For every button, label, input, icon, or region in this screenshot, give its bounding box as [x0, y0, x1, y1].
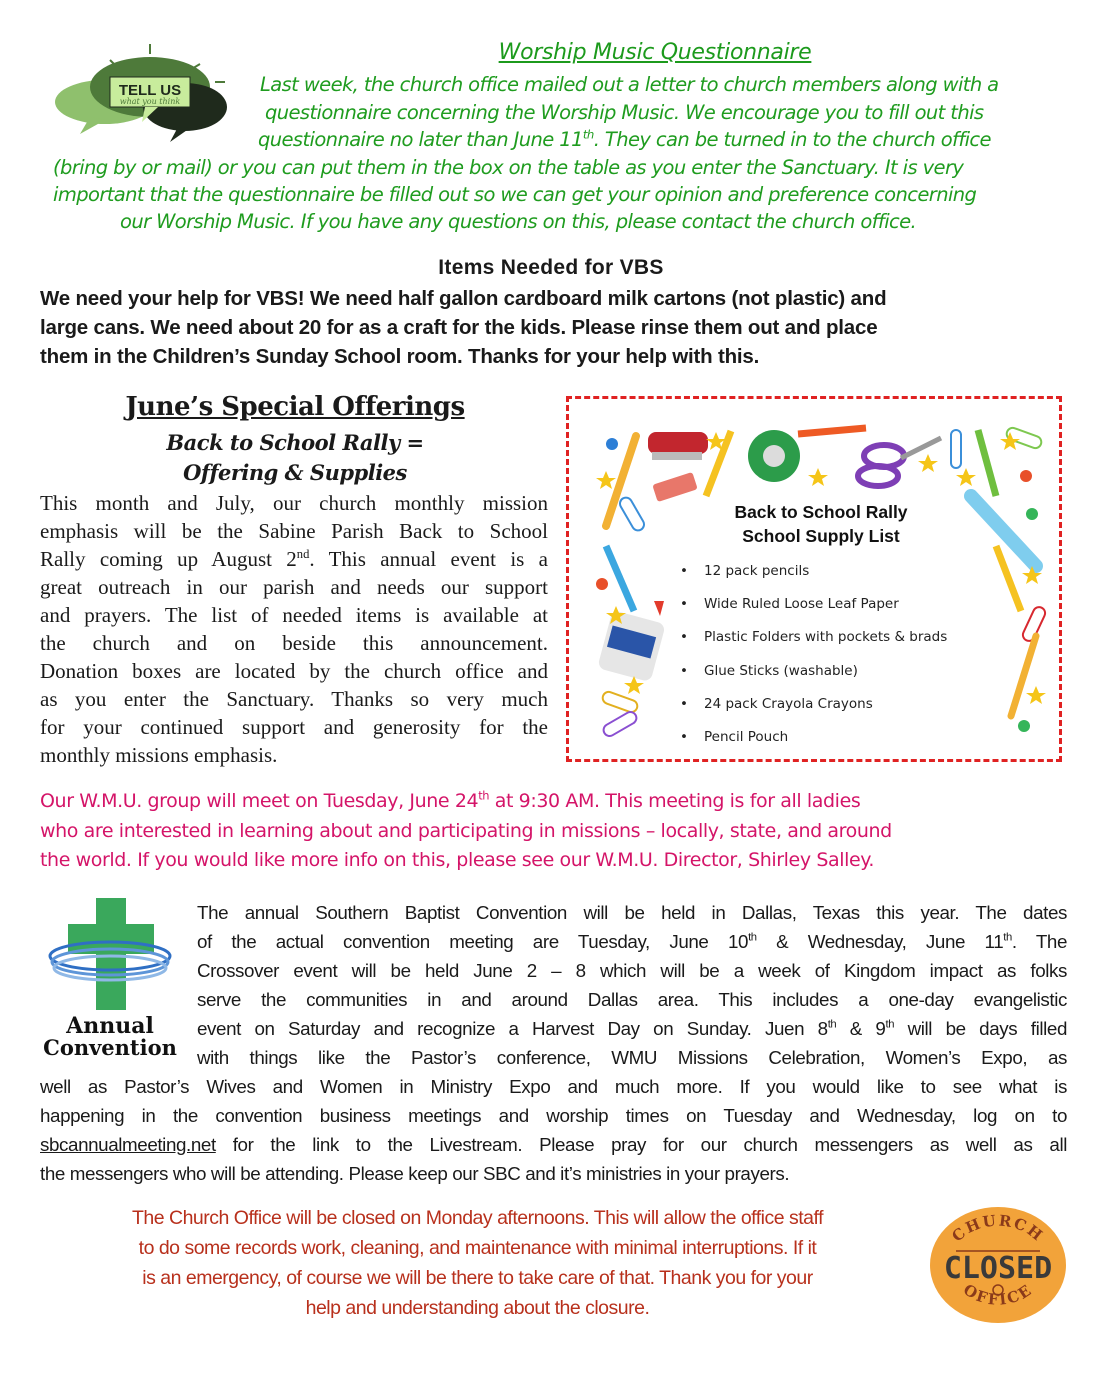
supply-item	[680, 696, 873, 712]
convention-line: The annual Southern Baptist Convention will be held in Dallas, Texas this year. The dates	[197, 902, 1067, 923]
supply-title-line: School Supply List	[742, 526, 900, 546]
convention-text: . The	[1011, 931, 1067, 952]
convention-line: well as Pastor’s Wives and Women in Ministry Expo and much more. If you would like to see what is	[40, 1076, 1067, 1097]
june-line	[40, 545, 548, 573]
church-office-closed-badge	[928, 1204, 1068, 1326]
supply-item	[680, 563, 809, 579]
crayon-icon	[606, 546, 634, 611]
wmu-text: at 9:30 AM. This meeting is for all ladies	[489, 790, 861, 812]
office-closed-line: The Church Office will be closed on Monday afternoons. This will allow the office staff	[131, 1207, 824, 1229]
crayon-icon	[978, 430, 996, 496]
stapler-icon	[648, 432, 708, 460]
cross-icon	[38, 896, 188, 1058]
pushpin-icon	[1018, 720, 1030, 732]
speech-bubbles-icon	[50, 42, 250, 142]
convention-line: Crossover event will be held June 2 – 8 which will be a week of Kingdom impact as folks	[197, 960, 1067, 981]
june-line: and prayers. The list of needed items is available at	[40, 603, 548, 627]
svg-text:Annual: Annual	[66, 1013, 154, 1039]
svg-text:what you think: what you think	[119, 97, 181, 106]
convention-text: of the actual convention meeting are Tuesday, June 10	[197, 931, 749, 952]
worship-line: Last week, the church office mailed out a letter to church members along with a	[260, 73, 999, 96]
superscript: th	[748, 931, 757, 944]
annual-convention-logo	[38, 896, 188, 1058]
worship-line	[258, 128, 991, 151]
convention-text: event on Saturday and recognize a Harvest Day on Sunday. Juen 8	[197, 1018, 828, 1039]
june-subtitle: Offering & Supplies	[183, 460, 407, 485]
june-line: monthly missions emphasis.	[40, 743, 278, 767]
convention-line: with things like the Pastor’s conference, WMU Missions Celebration, Women’s Expo, as	[197, 1047, 1067, 1068]
sbc-annual-meeting-link[interactable]: sbcannualmeeting.net	[40, 1134, 216, 1155]
bullet: •	[680, 563, 688, 579]
worship-line: (bring by or mail) or you can put them in the box on the table as you enter the Sanctuary. It is very	[53, 156, 964, 179]
supply-item-label: Glue Sticks (washable)	[704, 663, 858, 679]
svg-text:TELL US: TELL US	[118, 82, 182, 99]
vbs-line: We need your help for VBS! We need half gallon cardboard milk cartons (not plastic) and	[40, 287, 887, 310]
worship-line: important that the questionnaire be filled out so we can get your opinion and preference concerning	[53, 183, 977, 206]
pushpin-icon	[596, 578, 608, 590]
wmu-text: Our W.M.U. group will meet on Tuesday, June 24	[40, 790, 479, 812]
convention-text: & 9	[836, 1018, 886, 1039]
eraser-icon	[652, 472, 698, 502]
convention-text: will be days filled	[894, 1018, 1067, 1039]
bullet: •	[680, 663, 688, 679]
svg-text:CHURCH: CHURCH	[948, 1211, 1048, 1246]
convention-text: for the link to the Livestream. Please pray for our church messengers as well as all	[215, 1134, 1067, 1155]
june-line: great outreach in our parish and needs our support	[40, 575, 548, 599]
supply-item-label: Plastic Folders with pockets & brads	[704, 629, 948, 645]
pushpin-icon	[1020, 470, 1032, 482]
worship-text: . They can be turned in to the church office	[593, 128, 991, 151]
supply-title-line: Back to School Rally	[734, 502, 908, 522]
supply-item-label: 24 pack Crayola Crayons	[704, 696, 873, 712]
june-subtitle: Back to School Rally =	[166, 430, 424, 455]
crayon-icon	[798, 428, 866, 434]
june-line: This month and July, our church monthly mission	[40, 491, 548, 515]
supply-item	[680, 629, 947, 645]
tell-us-logo	[50, 42, 250, 142]
june-line: emphasis will be the Sabine Parish Back to School	[40, 519, 548, 543]
convention-text: & Wednesday, June 11	[756, 931, 1004, 952]
superscript: th	[827, 1018, 837, 1031]
closed-badge-icon	[928, 1204, 1068, 1326]
convention-line: serve the communities in and around Dallas area. This includes a one-day evangelistic	[197, 989, 1067, 1010]
office-closed-line: help and understanding about the closure.	[305, 1297, 650, 1319]
paperclip-icon	[601, 690, 639, 714]
bullet: •	[680, 629, 688, 645]
office-closed-line: to do some records work, cleaning, and maintenance with minimal interruptions. If it	[138, 1237, 817, 1259]
june-text: . This annual event is a	[309, 547, 548, 571]
worship-line: questionnaire concerning the Worship Music. We encourage you to fill out this	[265, 101, 984, 124]
wmu-line: the world. If you would like more info on this, please see our W.M.U. Director, Shirley Salley.	[40, 849, 875, 871]
paperclip-icon	[951, 430, 961, 468]
bullet: •	[680, 696, 688, 712]
superscript: th	[582, 127, 594, 142]
vbs-title: Items Needed for VBS	[438, 256, 664, 279]
convention-line	[197, 1014, 1067, 1043]
wmu-line: who are interested in learning about and participating in missions – locally, state, and around	[40, 820, 892, 842]
superscript: nd	[296, 547, 310, 561]
superscript: th	[885, 1018, 895, 1031]
supply-item	[680, 596, 899, 612]
svg-text:CLOSED: CLOSED	[943, 1251, 1053, 1286]
paperclip-icon	[601, 710, 638, 738]
pushpin-icon	[606, 438, 618, 450]
june-text: Rally coming up August 2	[40, 547, 297, 571]
bullet: •	[680, 729, 688, 745]
june-line: the church and on beside this announcement.	[40, 631, 548, 655]
svg-text:Convention: Convention	[43, 1035, 177, 1058]
june-line: for your continued support and generosity for the	[40, 715, 548, 739]
wmu-line	[40, 790, 860, 812]
supply-item-label: Wide Ruled Loose Leaf Paper	[704, 596, 899, 612]
supply-item	[680, 729, 788, 745]
worship-line: our Worship Music. If you have any questions on this, please contact the church office.	[120, 210, 917, 233]
convention-line	[40, 1130, 1067, 1159]
supply-list-title	[566, 500, 1076, 548]
pencil-icon	[1011, 636, 1036, 716]
supply-item-label: 12 pack pencils	[704, 563, 810, 579]
june-line: as you enter the Sanctuary. Thanks so very much	[40, 687, 548, 711]
june-offerings-title: June’s Special Offerings	[125, 392, 465, 422]
convention-line: the messengers who will be attending. Please keep our SBC and it’s ministries in your prayers.	[40, 1163, 790, 1184]
superscript: th	[1003, 931, 1012, 944]
office-closed-line: is an emergency, of course we will be there to take care of that. Thank you for your	[142, 1267, 813, 1289]
june-line: Donation boxes are located by the church office and	[40, 659, 548, 683]
supply-item	[680, 663, 858, 679]
vbs-line: them in the Children’s Sunday School room. Thanks for your help with this.	[40, 345, 760, 368]
vbs-line: large cans. We need about 20 for as a craft for the kids. Please rinse them out and place	[40, 316, 878, 339]
convention-line	[197, 927, 1067, 956]
convention-line: happening in the convention business meetings and worship times on Tuesday and Wednesday, log on to	[40, 1105, 1067, 1126]
worship-title: Worship Music Questionnaire	[498, 40, 812, 65]
tape-dispenser-icon	[748, 430, 800, 482]
superscript: th	[478, 788, 490, 803]
supply-item-label: Pencil Pouch	[704, 729, 789, 745]
svg-text:OFFICE: OFFICE	[960, 1280, 1036, 1309]
worship-text: questionnaire no later than June 11	[258, 128, 583, 151]
bullet: •	[680, 596, 688, 612]
